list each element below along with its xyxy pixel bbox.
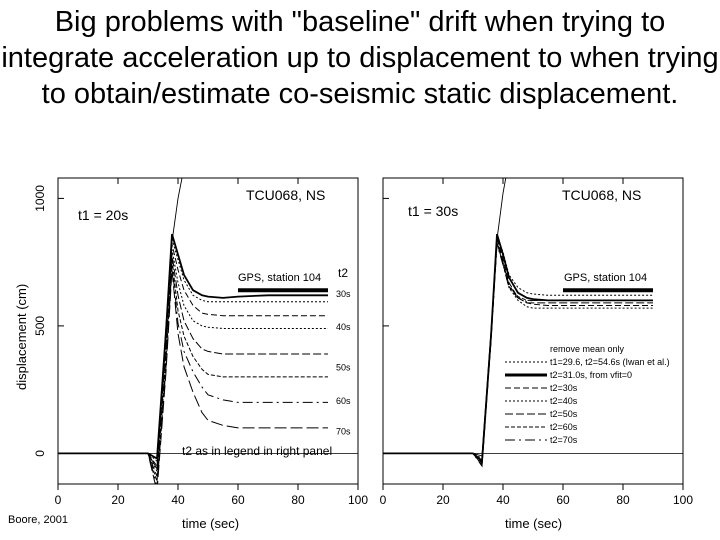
- left-series-line-8: [58, 270, 328, 492]
- legend-entry: t2=60s: [550, 422, 578, 432]
- left-ytick-label: 1000: [33, 185, 47, 212]
- left-panel-title: TCU068, NS: [246, 187, 326, 203]
- right-xtick-label: 20: [436, 493, 450, 507]
- right-xtick-label: 0: [379, 493, 387, 507]
- left-xtick-label: 20: [111, 493, 125, 507]
- left-t2-label: 60s: [336, 395, 351, 406]
- left-series-line-0: [58, 0, 328, 469]
- legend-entry: t1=29.6, t2=54.6s (Iwan et al.): [550, 357, 670, 367]
- right-panel-title: TCU068, NS: [562, 187, 642, 203]
- left-t2-label: 50s: [336, 362, 351, 373]
- legend-entry: t2=70s: [550, 435, 578, 445]
- legend-entry: t2=40s: [550, 396, 578, 406]
- right-axes: [380, 178, 694, 507]
- legend-entry: remove mean only: [550, 344, 625, 354]
- left-plot-frame: [58, 178, 358, 484]
- left-t1-annotation: t1 = 20s: [78, 207, 129, 223]
- left-xtick-label: 0: [54, 493, 62, 507]
- right-panel: [380, 0, 694, 531]
- legend-entry: t2=50s: [550, 409, 578, 419]
- left-xtick-label: 40: [171, 493, 185, 507]
- right-gps-label: GPS, station 104: [564, 272, 648, 284]
- left-xlabel: time (sec): [182, 516, 240, 531]
- left-t2-labels: [336, 289, 351, 437]
- left-ytick-label: 0: [33, 450, 47, 457]
- right-xtick-label: 40: [496, 493, 510, 507]
- legend-entry: t2=30s: [550, 383, 578, 393]
- right-series-group: [383, 0, 683, 466]
- left-panel: [14, 0, 368, 531]
- right-legend: [505, 344, 670, 445]
- left-xtick-label: 100: [347, 493, 369, 507]
- left-ytick-label: 500: [33, 315, 47, 336]
- left-gps-label: GPS, station 104: [238, 272, 322, 284]
- left-xtick-label: 80: [291, 493, 305, 507]
- right-xlabel: time (sec): [505, 516, 563, 531]
- left-xtick-label: 60: [231, 493, 245, 507]
- left-series-group: [58, 0, 358, 492]
- left-series-line-1: [58, 234, 328, 458]
- right-xtick-label: 60: [556, 493, 570, 507]
- source-credit: Boore, 2001: [8, 514, 68, 526]
- left-t2-label: 30s: [336, 288, 351, 299]
- right-plot-frame: [383, 178, 683, 484]
- left-t2-header: t2: [338, 266, 349, 280]
- left-t2-label: 70s: [336, 426, 351, 437]
- right-xtick-label: 100: [672, 493, 694, 507]
- left-ylabel: displacement (cm): [14, 283, 29, 390]
- right-xtick-label: 80: [616, 493, 630, 507]
- left-t2-label: 40s: [336, 321, 351, 332]
- left-note: t2 as in legend in right panel: [182, 444, 333, 458]
- slide-title: Big problems with "baseline" drift when trying to integrate acceleration up to displacement to when trying to obtain/estimate co-seismic static displacement.: [1, 6, 719, 110]
- right-t1-annotation: t1 = 30s: [408, 203, 459, 219]
- legend-entry: t2=31.0s, from vfit=0: [550, 370, 633, 380]
